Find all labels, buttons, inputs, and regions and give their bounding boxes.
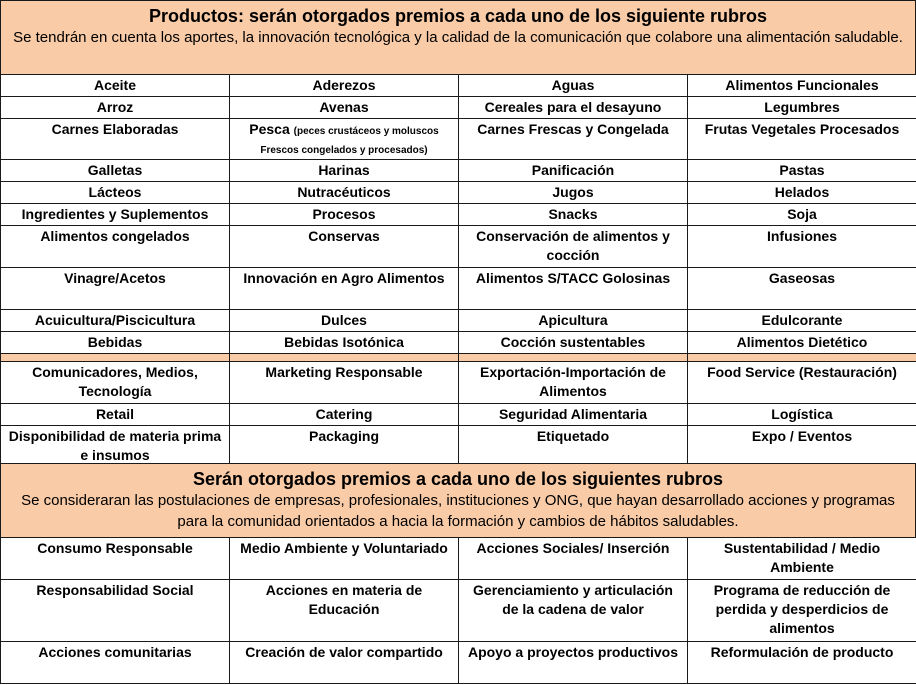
category-cell: Catering (230, 404, 459, 426)
section2-header (0, 463, 916, 538)
category-cell: Aguas (459, 75, 688, 97)
category-cell: Medio Ambiente y Voluntariado (230, 538, 459, 580)
category-cell: Acuicultura/Piscicultura (1, 310, 230, 332)
table-row (1, 268, 916, 310)
table-row (1, 182, 916, 204)
category-cell: Apicultura (459, 310, 688, 332)
category-cell: Vinagre/Acetos (1, 268, 230, 310)
category-cell: Pastas (688, 160, 916, 182)
category-cell: Creación de valor compartido (230, 642, 459, 684)
table-row (1, 642, 916, 684)
category-cell: Legumbres (688, 97, 916, 119)
category-cell: Carnes Elaboradas (1, 119, 230, 160)
table-row (1, 119, 916, 160)
category-cell: Panificación (459, 160, 688, 182)
category-cell: Responsabilidad Social (1, 580, 230, 642)
separator-cell (1, 354, 230, 362)
category-cell-pesca (230, 119, 459, 160)
category-cell: Galletas (1, 160, 230, 182)
category-cell: Bebidas (1, 332, 230, 354)
category-cell: Carnes Frescas y Congelada (459, 119, 688, 160)
category-cell: Arroz (1, 97, 230, 119)
section1-header (0, 0, 916, 75)
category-cell: Logística (688, 404, 916, 426)
category-cell: Expo / Eventos (688, 426, 916, 467)
category-cell: Sustentabilidad / Medio Ambiente (688, 538, 916, 580)
category-cell: Frutas Vegetales Procesados (688, 119, 916, 160)
category-cell: Aceite (1, 75, 230, 97)
category-cell: Alimentos S/TACC Golosinas (459, 268, 688, 310)
table-row (1, 97, 916, 119)
table-row (1, 160, 916, 182)
table-row (1, 426, 916, 467)
category-cell: Alimentos Dietético (688, 332, 916, 354)
category-cell: Alimentos congelados (1, 226, 230, 268)
category-cell: Food Service (Restauración) (688, 362, 916, 404)
category-cell: Consumo Responsable (1, 538, 230, 580)
category-cell: Lácteos (1, 182, 230, 204)
category-cell: Cocción sustentables (459, 332, 688, 354)
category-cell: Reformulación de producto (688, 642, 916, 684)
category-cell: Acciones Sociales/ Inserción (459, 538, 688, 580)
category-cell: Dulces (230, 310, 459, 332)
category-cell: Packaging (230, 426, 459, 467)
separator-cell (459, 354, 688, 362)
table-row (1, 310, 916, 332)
category-cell: Nutracéuticos (230, 182, 459, 204)
separator-cell (688, 354, 916, 362)
category-cell: Helados (688, 182, 916, 204)
category-cell: Gaseosas (688, 268, 916, 310)
table-row (1, 75, 916, 97)
table-row (1, 362, 916, 404)
category-cell: Programa de reducción de perdida y desperdicios de alimentos (688, 580, 916, 642)
category-cell: Marketing Responsable (230, 362, 459, 404)
category-cell: Comunicadores, Medios, Tecnología (1, 362, 230, 404)
category-cell: Avenas (230, 97, 459, 119)
category-cell: Snacks (459, 204, 688, 226)
category-cell: Seguridad Alimentaria (459, 404, 688, 426)
category-cell: Bebidas Isotónica (230, 332, 459, 354)
category-cell: Harinas (230, 160, 459, 182)
products-table (0, 74, 916, 467)
category-cell: Innovación en Agro Alimentos (230, 268, 459, 310)
separator-cell (230, 354, 459, 362)
table-row (1, 580, 916, 642)
table-row (1, 538, 916, 580)
category-cell: Infusiones (688, 226, 916, 268)
category-cell: Jugos (459, 182, 688, 204)
category-cell: Apoyo a proyectos productivos (459, 642, 688, 684)
community-table (0, 537, 916, 684)
table-row (1, 226, 916, 268)
category-cell: Etiquetado (459, 426, 688, 467)
category-cell: Procesos (230, 204, 459, 226)
category-cell: Gerenciamiento y articulación de la cadena de valor (459, 580, 688, 642)
category-cell: Conservas (230, 226, 459, 268)
section1-title: Productos: serán otorgados premios a cada uno de los siguiente rubros (148, 6, 768, 26)
table-row (1, 404, 916, 426)
category-cell: Exportación-Importación de Alimentos (459, 362, 688, 404)
table-row (1, 204, 916, 226)
category-cell: Retail (1, 404, 230, 426)
category-cell: Ingredientes y Suplementos (1, 204, 230, 226)
category-cell: Aderezos (230, 75, 459, 97)
category-cell: Acciones en materia de Educación (230, 580, 459, 642)
table-row (1, 332, 916, 354)
pesca-note: (peces crustáceos y moluscos Frescos congelados y procesados) (260, 126, 439, 156)
category-cell: Soja (688, 204, 916, 226)
category-cell: Acciones comunitarias (1, 642, 230, 684)
separator-row (1, 354, 916, 362)
category-cell: Cereales para el desayuno (459, 97, 688, 119)
category-cell: Alimentos Funcionales (688, 75, 916, 97)
category-cell: Conservación de alimentos y cocción (459, 226, 688, 268)
category-cell: Edulcorante (688, 310, 916, 332)
section1-subtitle: Se tendrán en cuenta los aportes, la innovación tecnológica y la calidad de la comunicación que colabore una alimentación saludable. (13, 29, 903, 46)
pesca-label: Pesca (249, 121, 290, 137)
category-cell: Disponibilidad de materia prima e insumos (1, 426, 230, 467)
section2-subtitle: Se consideraran las postulaciones de empresas, profesionales, instituciones y ONG, que hayan desarrollado acciones y programas para la comunidad orientados a hacia la formación y cambios de hábitos saludables. (21, 492, 895, 530)
section2-title: Serán otorgados premios a cada uno de los siguientes rubros (192, 469, 724, 489)
